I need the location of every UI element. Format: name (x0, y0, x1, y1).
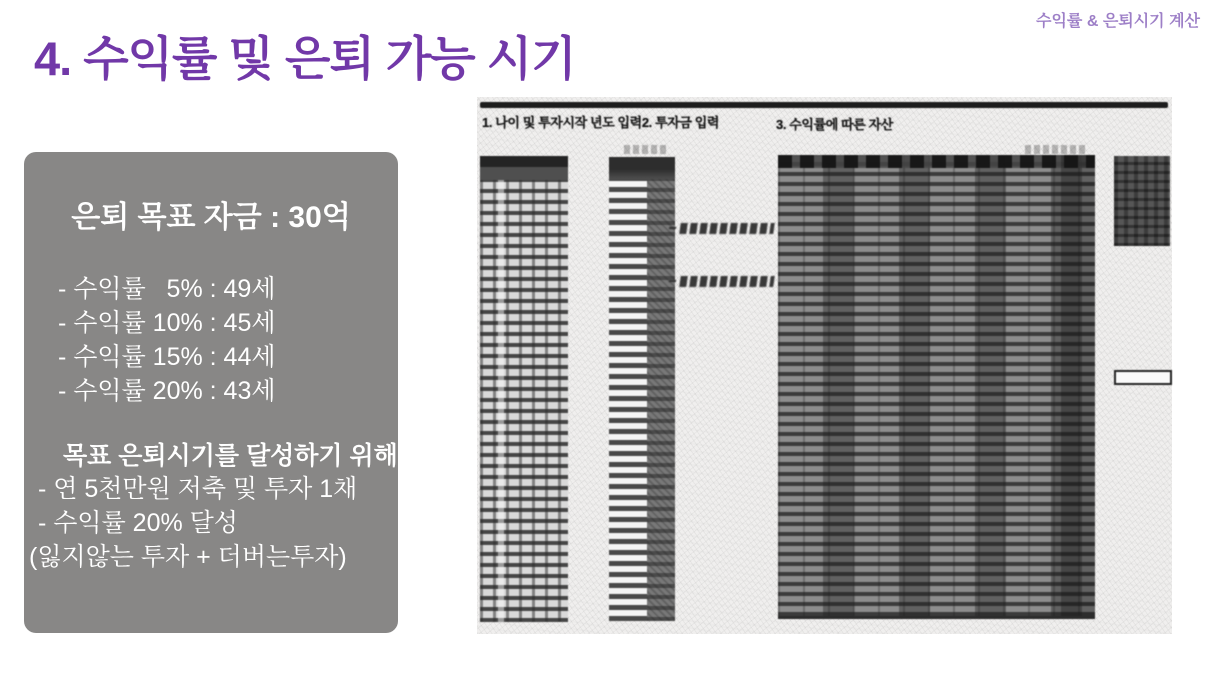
panel-heading: 은퇴 목표 자금 : 30억 (71, 201, 351, 234)
rate-line-20pct: - 수익률 20% : 43세 (58, 377, 276, 405)
spreadsheet-screenshot (477, 97, 1172, 634)
investment-column-header (609, 157, 675, 179)
summary-cells-block (1114, 156, 1170, 246)
input-table-grid (480, 180, 568, 622)
faint-unit-label-left (624, 145, 666, 154)
rate-line-5pct: - 수익률 5% : 49세 (58, 275, 276, 303)
goal-line-strategy: (잃지않는 투자 + 더버는투자) (29, 543, 347, 571)
returns-table-right-band (1061, 155, 1095, 616)
corner-note: 수익률 & 은퇴시기 계산 (1036, 13, 1200, 30)
input-table-age-year (480, 156, 568, 622)
faint-unit-label-right (1025, 145, 1087, 154)
rate-lines (58, 272, 398, 408)
goal-lines (24, 472, 398, 574)
page-title: 4. 수익률 및 은퇴 가능 시기 (34, 32, 576, 85)
investment-column-cells (609, 179, 647, 621)
investment-column-shade (647, 179, 675, 621)
goal-line-return: - 수익률 20% 달성 (38, 509, 238, 537)
annotation-scribble-2 (679, 276, 775, 287)
spreadsheet-top-bar (480, 102, 1168, 108)
highlighted-cell-outline (1114, 370, 1172, 385)
annotation-scribble-1 (679, 223, 775, 234)
input-table-header (480, 156, 568, 180)
goal-line-savings: - 연 5천만원 저축 및 투자 1채 (38, 475, 358, 503)
retirement-summary-panel (24, 152, 398, 633)
spreadsheet-caption-left: 1. 나이 및 투자시작 년도 입력2. 투자금 입력 (482, 115, 720, 130)
rate-line-10pct: - 수익률 10% : 45세 (58, 309, 276, 337)
spreadsheet-caption-right: 3. 수익률에 따른 자산 (776, 117, 893, 132)
returns-table-header (778, 155, 1095, 168)
investment-amount-column (609, 157, 675, 621)
rate-line-15pct: - 수익률 15% : 44세 (58, 343, 276, 371)
goal-heading: 목표 은퇴시기를 달성하기 위해 (63, 442, 398, 470)
returns-asset-table (778, 155, 1095, 619)
